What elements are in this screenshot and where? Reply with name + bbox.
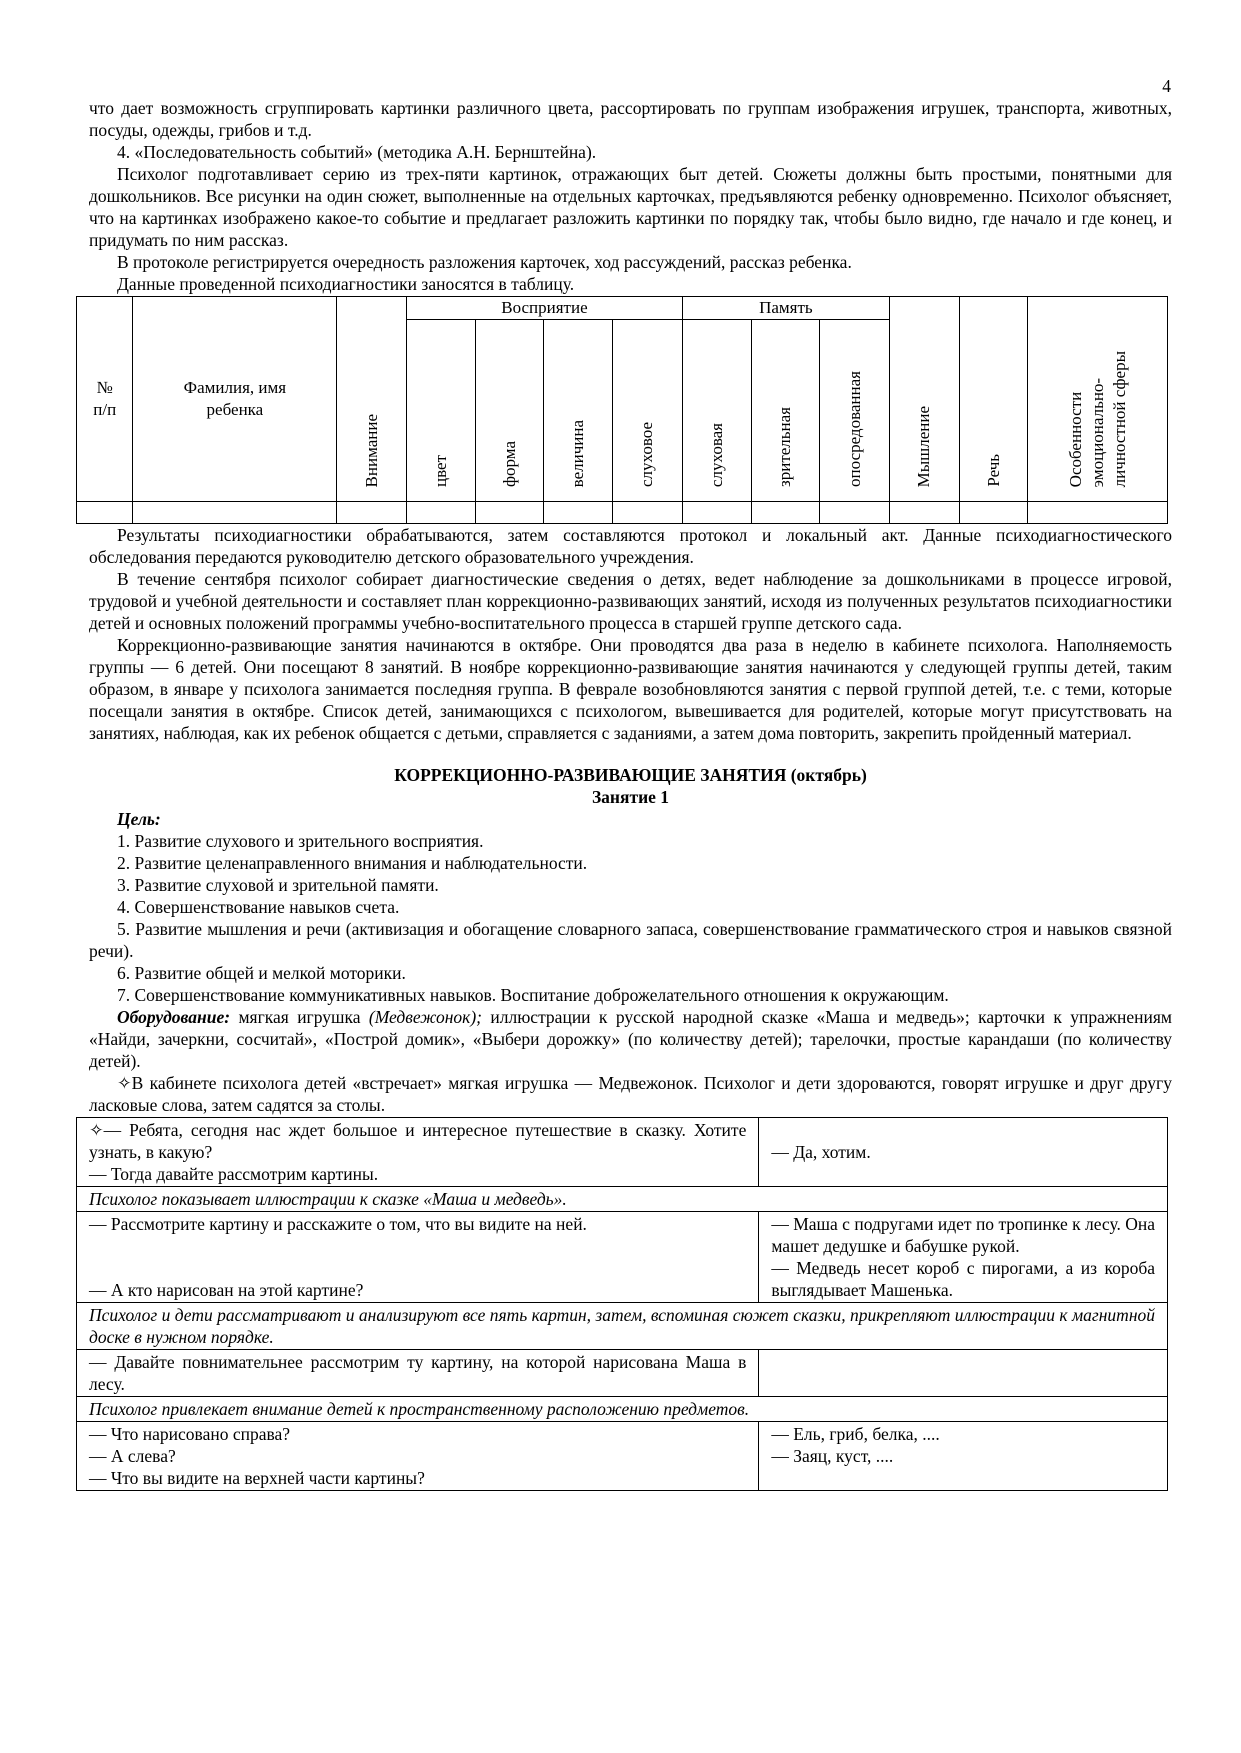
table-cell bbox=[77, 502, 133, 524]
header-auditory-memory-label: слуховая bbox=[706, 422, 726, 487]
paragraph: Данные проведенной психодиагностики заносятся в таблицу. bbox=[117, 274, 575, 294]
equipment-label: Оборудование: bbox=[117, 1007, 231, 1027]
dialogue-line: — Маша с подругами идет по тропинке к лесу. Она машет дедушке и бабушке рукой. bbox=[771, 1214, 1155, 1256]
dialogue-note: Психолог привлекает внимание детей к пространственному расположению предметов. bbox=[77, 1397, 1168, 1422]
dialogue-line: — Что нарисовано справа? bbox=[89, 1424, 291, 1444]
table-cell bbox=[889, 502, 959, 524]
goal-item: 7. Совершенствование коммуникативных навыков. Воспитание доброжелательного отношения к окружающим. bbox=[117, 985, 949, 1005]
intro-paragraph: ✧В кабинете психолога детей «встречает» мягкая игрушка — Медвежонок. Психолог и дети здороваются, говорят игрушке и друг другу ласковые слова, затем садятся за столы. bbox=[89, 1073, 1172, 1115]
table-cell bbox=[613, 502, 683, 524]
header-speech bbox=[959, 297, 1028, 502]
table-row bbox=[77, 502, 1168, 524]
table-cell bbox=[544, 502, 613, 524]
header-auditory-perception-label: слуховое bbox=[637, 421, 657, 487]
dialogue-line: — Что вы видите на верхней части картины? bbox=[89, 1468, 425, 1488]
dialogue-cell-children bbox=[759, 1118, 1168, 1187]
header-perception: Восприятие bbox=[407, 297, 683, 320]
table-row bbox=[77, 1350, 1168, 1397]
header-name-label: Фамилия, имя ребенка bbox=[183, 378, 287, 419]
dialogue-cell-children bbox=[759, 1212, 1168, 1303]
dialogue-table bbox=[76, 1117, 1168, 1491]
dialogue-line: — Ель, гриб, белка, .... bbox=[771, 1424, 940, 1444]
dialogue-line: — Давайте повнимательнее рассмотрим ту картину, на которой нарисована Маша в лесу. bbox=[89, 1352, 747, 1394]
goal-item: 5. Развитие мышления и речи (активизация и обогащение словарного запаса, совершенствование грамматического строя и навыков связной речи). bbox=[89, 919, 1172, 961]
header-auditory-memory bbox=[682, 320, 751, 502]
header-shape bbox=[475, 320, 544, 502]
goal-item: 6. Развитие общей и мелкой моторики. bbox=[117, 963, 406, 983]
header-name bbox=[133, 297, 337, 502]
dialogue-line: — Тогда давайте рассмотрим картины. bbox=[89, 1164, 379, 1184]
header-num-label: № п/п bbox=[93, 378, 117, 419]
dialogue-cell-psychologist bbox=[77, 1350, 759, 1397]
dialogue-line: — Медведь несет короб с пирогами, а из короба выглядывает Машенька. bbox=[771, 1258, 1155, 1300]
table-cell bbox=[337, 502, 407, 524]
header-visual-memory-label: зрительная bbox=[775, 407, 795, 487]
goal-item: 4. Совершенствование навыков счета. bbox=[117, 897, 400, 917]
table-cell bbox=[959, 502, 1028, 524]
paragraph: Психолог подготавливает серию из трех-пяти картинок, отражающих быт детей. Сюжеты должны быть простыми, понятными для дошкольников. Все рисунки на один сюжет, выполненные на отдельных карточках, предъявляются ребенку одновременно. Психолог объясняет, что на картинках изображено какое-то событие и предлагает разложить картинки по порядку так, чтобы было видно, где начало и где конец, и придумать по ним рассказ. bbox=[89, 164, 1172, 250]
header-emotional bbox=[1028, 297, 1168, 502]
dialogue-line: ✧— Ребята, сегодня нас ждет большое и интересное путешествие в сказку. Хотите узнать, в какую? bbox=[89, 1120, 747, 1162]
table-row bbox=[77, 1422, 1168, 1491]
header-emotional-label: Особенности эмоционально- личностной сферы bbox=[1065, 350, 1129, 487]
dialogue-line: — Да, хотим. bbox=[771, 1142, 871, 1162]
section-title: КОРРЕКЦИОННО-РАЗВИВАЮЩИЕ ЗАНЯТИЯ (октябрь) bbox=[394, 765, 867, 785]
paragraph: что дает возможность сгруппировать картинки различного цвета, рассортировать по группам изображения игрушек, транспорта, животных, посуды, одежды, грибов и т.д. bbox=[89, 98, 1172, 140]
table-row bbox=[77, 1212, 1168, 1303]
paragraph: Коррекционно-развивающие занятия начинаются в октябре. Они проводятся два раза в неделю в кабинете психолога. Наполняемость группы — 6 детей. Они посещают 8 занятий. В ноябре коррекционно-развивающие занятия начинаются у следующей группы детей, таким образом, в январе у психолога занимается последняя группа. В феврале возобновляются занятия с первой группой детей, т.е. с теми, которые посещали занятия в октябре. Список детей, занимающихся с психологом, вывешивается для родителей, которые могут присутствовать на занятиях, наблюдая, как их ребенок общается с детьми, справляется с заданиями, а затем дома повторить, закрепить пройденный материал. bbox=[89, 635, 1172, 743]
goal-label: Цель: bbox=[117, 809, 161, 829]
goal-item: 2. Развитие целенаправленного внимания и наблюдательности. bbox=[117, 853, 588, 873]
equipment-paragraph bbox=[89, 1006, 1172, 1072]
table-cell bbox=[407, 502, 476, 524]
paragraph: В течение сентября психолог собирает диагностические сведения о детях, ведет наблюдение за дошкольниками в процессе игровой, трудовой и учебной деятельности и составляет план коррекционно-развивающих занятий, исходя из полученных результатов психодиагностики детей и основных положений программы учебно-воспитательного процесса в старшей группе детского сада. bbox=[89, 569, 1172, 633]
paragraph: В протоколе регистрируется очередность разложения карточек, ход рассуждений, рассказ ребенка. bbox=[117, 252, 852, 272]
diagnostics-table bbox=[76, 296, 1168, 524]
header-visual-memory bbox=[751, 320, 820, 502]
header-shape-label: форма bbox=[499, 441, 519, 487]
goal-item: 1. Развитие слухового и зрительного восприятия. bbox=[117, 831, 484, 851]
table-cell bbox=[133, 502, 337, 524]
dialogue-line: — Рассмотрите картину и расскажите о том, что вы видите на ней. bbox=[89, 1214, 587, 1234]
page-number: 4 bbox=[1162, 76, 1171, 96]
table-cell bbox=[820, 502, 890, 524]
paragraph: 4. «Последовательность событий» (методика А.Н. Бернштейна). bbox=[117, 142, 597, 162]
table-row bbox=[77, 1118, 1168, 1187]
dialogue-note: Психолог и дети рассматривают и анализируют все пять картин, затем, вспоминая сюжет сказки, прикрепляют иллюстрации к магнитной доске в нужном порядке. bbox=[77, 1303, 1168, 1350]
lesson-title: Занятие 1 bbox=[591, 787, 670, 807]
header-size-label: величина bbox=[568, 419, 588, 487]
header-thinking bbox=[889, 297, 959, 502]
table-cell bbox=[751, 502, 820, 524]
dialogue-line: — Заяц, куст, .... bbox=[771, 1446, 894, 1466]
header-attention bbox=[337, 297, 407, 502]
dialogue-cell-children bbox=[759, 1422, 1168, 1491]
header-color-label: цвет bbox=[430, 455, 450, 487]
header-memory: Память bbox=[682, 297, 889, 320]
equipment-text-rest: иллюстрации к русской народной сказке «Маша и медведь»; карточки к упражнениям «Найди, зачеркни, сосчитай», «Построй домик», «Выбери дорожку» (по количеству детей); тарелочки, простые карандаши (по количеству детей). bbox=[89, 1007, 1172, 1071]
spacer bbox=[89, 1235, 746, 1279]
dialogue-line: — А слева? bbox=[89, 1446, 176, 1466]
table-cell bbox=[475, 502, 544, 524]
header-thinking-label: Мышление bbox=[914, 405, 934, 487]
table-cell bbox=[682, 502, 751, 524]
header-num bbox=[77, 297, 133, 502]
header-attention-label: Внимание bbox=[361, 413, 381, 487]
dialogue-cell-psychologist bbox=[77, 1212, 759, 1303]
dialogue-line: — А кто нарисован на этой картине? bbox=[89, 1280, 364, 1300]
equipment-text: мягкая игрушка bbox=[230, 1007, 369, 1027]
dialogue-note: Психолог показывает иллюстрации к сказке «Маша и медведь». bbox=[77, 1187, 1168, 1212]
dialogue-cell-psychologist bbox=[77, 1118, 759, 1187]
dialogue-cell-children bbox=[759, 1350, 1168, 1397]
document-body bbox=[89, 97, 1172, 1491]
paragraph: Результаты психодиагностики обрабатываются, затем составляются протокол и локальный акт. Данные психодиагностического обследования передаются руководителю детского образовательного учреждения. bbox=[89, 525, 1172, 567]
header-color bbox=[407, 320, 476, 502]
table-cell bbox=[1028, 502, 1168, 524]
header-auditory-perception bbox=[613, 320, 683, 502]
header-mediated-memory-label: опосредованная bbox=[844, 371, 864, 487]
table-row bbox=[77, 1187, 1168, 1212]
header-speech-label: Речь bbox=[983, 454, 1003, 487]
goal-item: 3. Развитие слуховой и зрительной памяти. bbox=[117, 875, 439, 895]
header-size bbox=[544, 320, 613, 502]
header-mediated-memory bbox=[820, 320, 890, 502]
table-row bbox=[77, 1397, 1168, 1422]
equipment-italic: (Медвежонок); bbox=[368, 1007, 483, 1027]
table-row bbox=[77, 1303, 1168, 1350]
dialogue-cell-psychologist bbox=[77, 1422, 759, 1491]
